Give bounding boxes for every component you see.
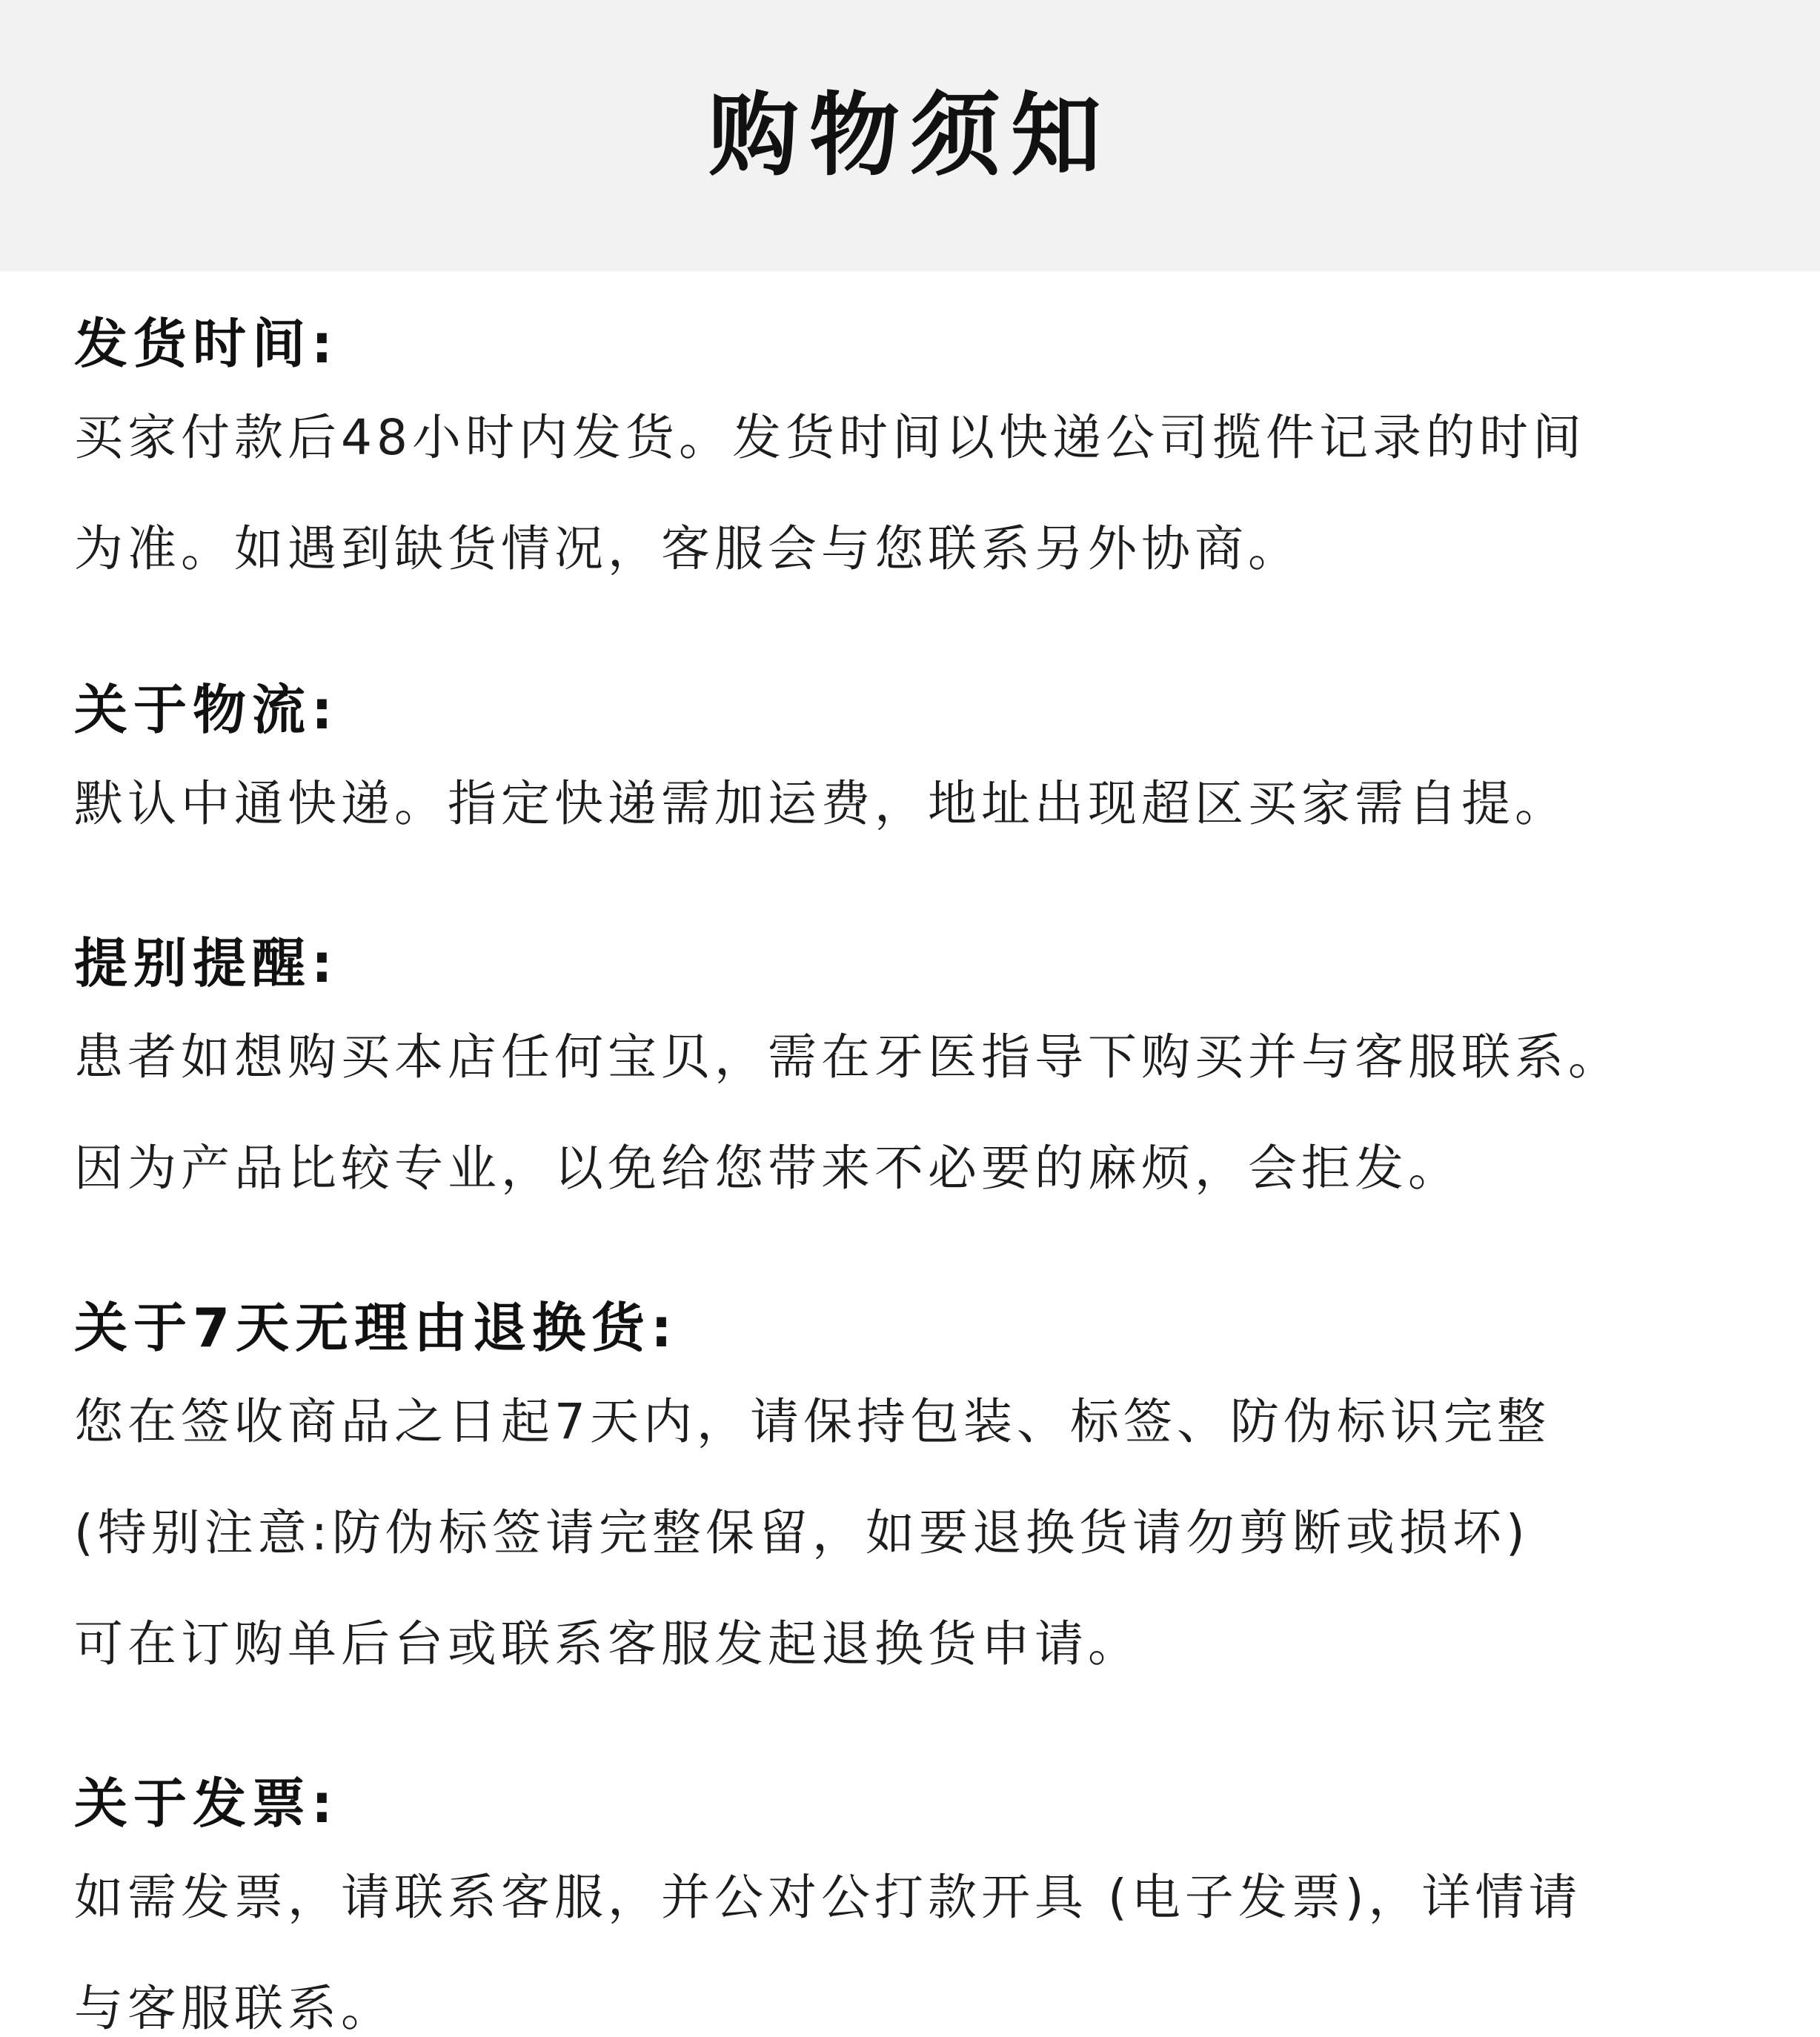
body-line: 可在订购单后台或联系客服发起退换货申请。 bbox=[74, 1615, 1141, 1672]
section-body bbox=[74, 990, 1746, 1197]
section-body bbox=[74, 370, 1746, 577]
body-line: 您在签收商品之日起7天内，请保持包装、标签、防伪标识完整 bbox=[74, 1393, 1550, 1450]
section-seven-day-return bbox=[74, 1193, 1746, 1672]
section-heading: 提别提醒: bbox=[74, 932, 339, 994]
body-line: (特别注意:防伪标签请完整保留，如要退换货请勿剪断或损坏) bbox=[74, 1504, 1530, 1561]
body-line: 为准。如遇到缺货情况，客服会与您联系另外协商。 bbox=[74, 520, 1301, 577]
section-logistics bbox=[74, 574, 1746, 832]
body-line: 如需发票，请联系客服，并公对公打款开具 (电子发票)，详情请 bbox=[74, 1869, 1582, 1926]
section-heading: 关于物流: bbox=[74, 679, 339, 741]
section-special-reminder bbox=[74, 828, 1746, 1197]
section-body bbox=[74, 1355, 1746, 1672]
section-heading: 发货时间: bbox=[74, 313, 339, 375]
body-line: 买家付款后48小时内发货。发货时间以快递公司揽件记录的时间 bbox=[74, 409, 1586, 466]
body-line: 患者如想购买本店任何宝贝，需在牙医指导下购买并与客服联系。 bbox=[74, 1029, 1621, 1086]
section-body bbox=[74, 1830, 1746, 2037]
body-line: 因为产品比较专业，以免给您带来不必要的麻烦，会拒发。 bbox=[74, 1140, 1461, 1197]
notice-content bbox=[0, 271, 1820, 2037]
section-shipping-time bbox=[74, 271, 1746, 577]
page-title: 购物须知 bbox=[708, 83, 1112, 188]
section-heading: 关于发票: bbox=[74, 1772, 339, 1835]
section-heading: 关于7天无理由退换货: bbox=[74, 1297, 678, 1359]
body-line: 默认中通快递。指定快递需加运费，地址出现超区买家需自提。 bbox=[74, 775, 1568, 832]
section-invoice bbox=[74, 1669, 1746, 2037]
section-body bbox=[74, 737, 1746, 832]
body-line: 与客服联系。 bbox=[74, 1980, 394, 2037]
header-banner bbox=[0, 0, 1820, 271]
